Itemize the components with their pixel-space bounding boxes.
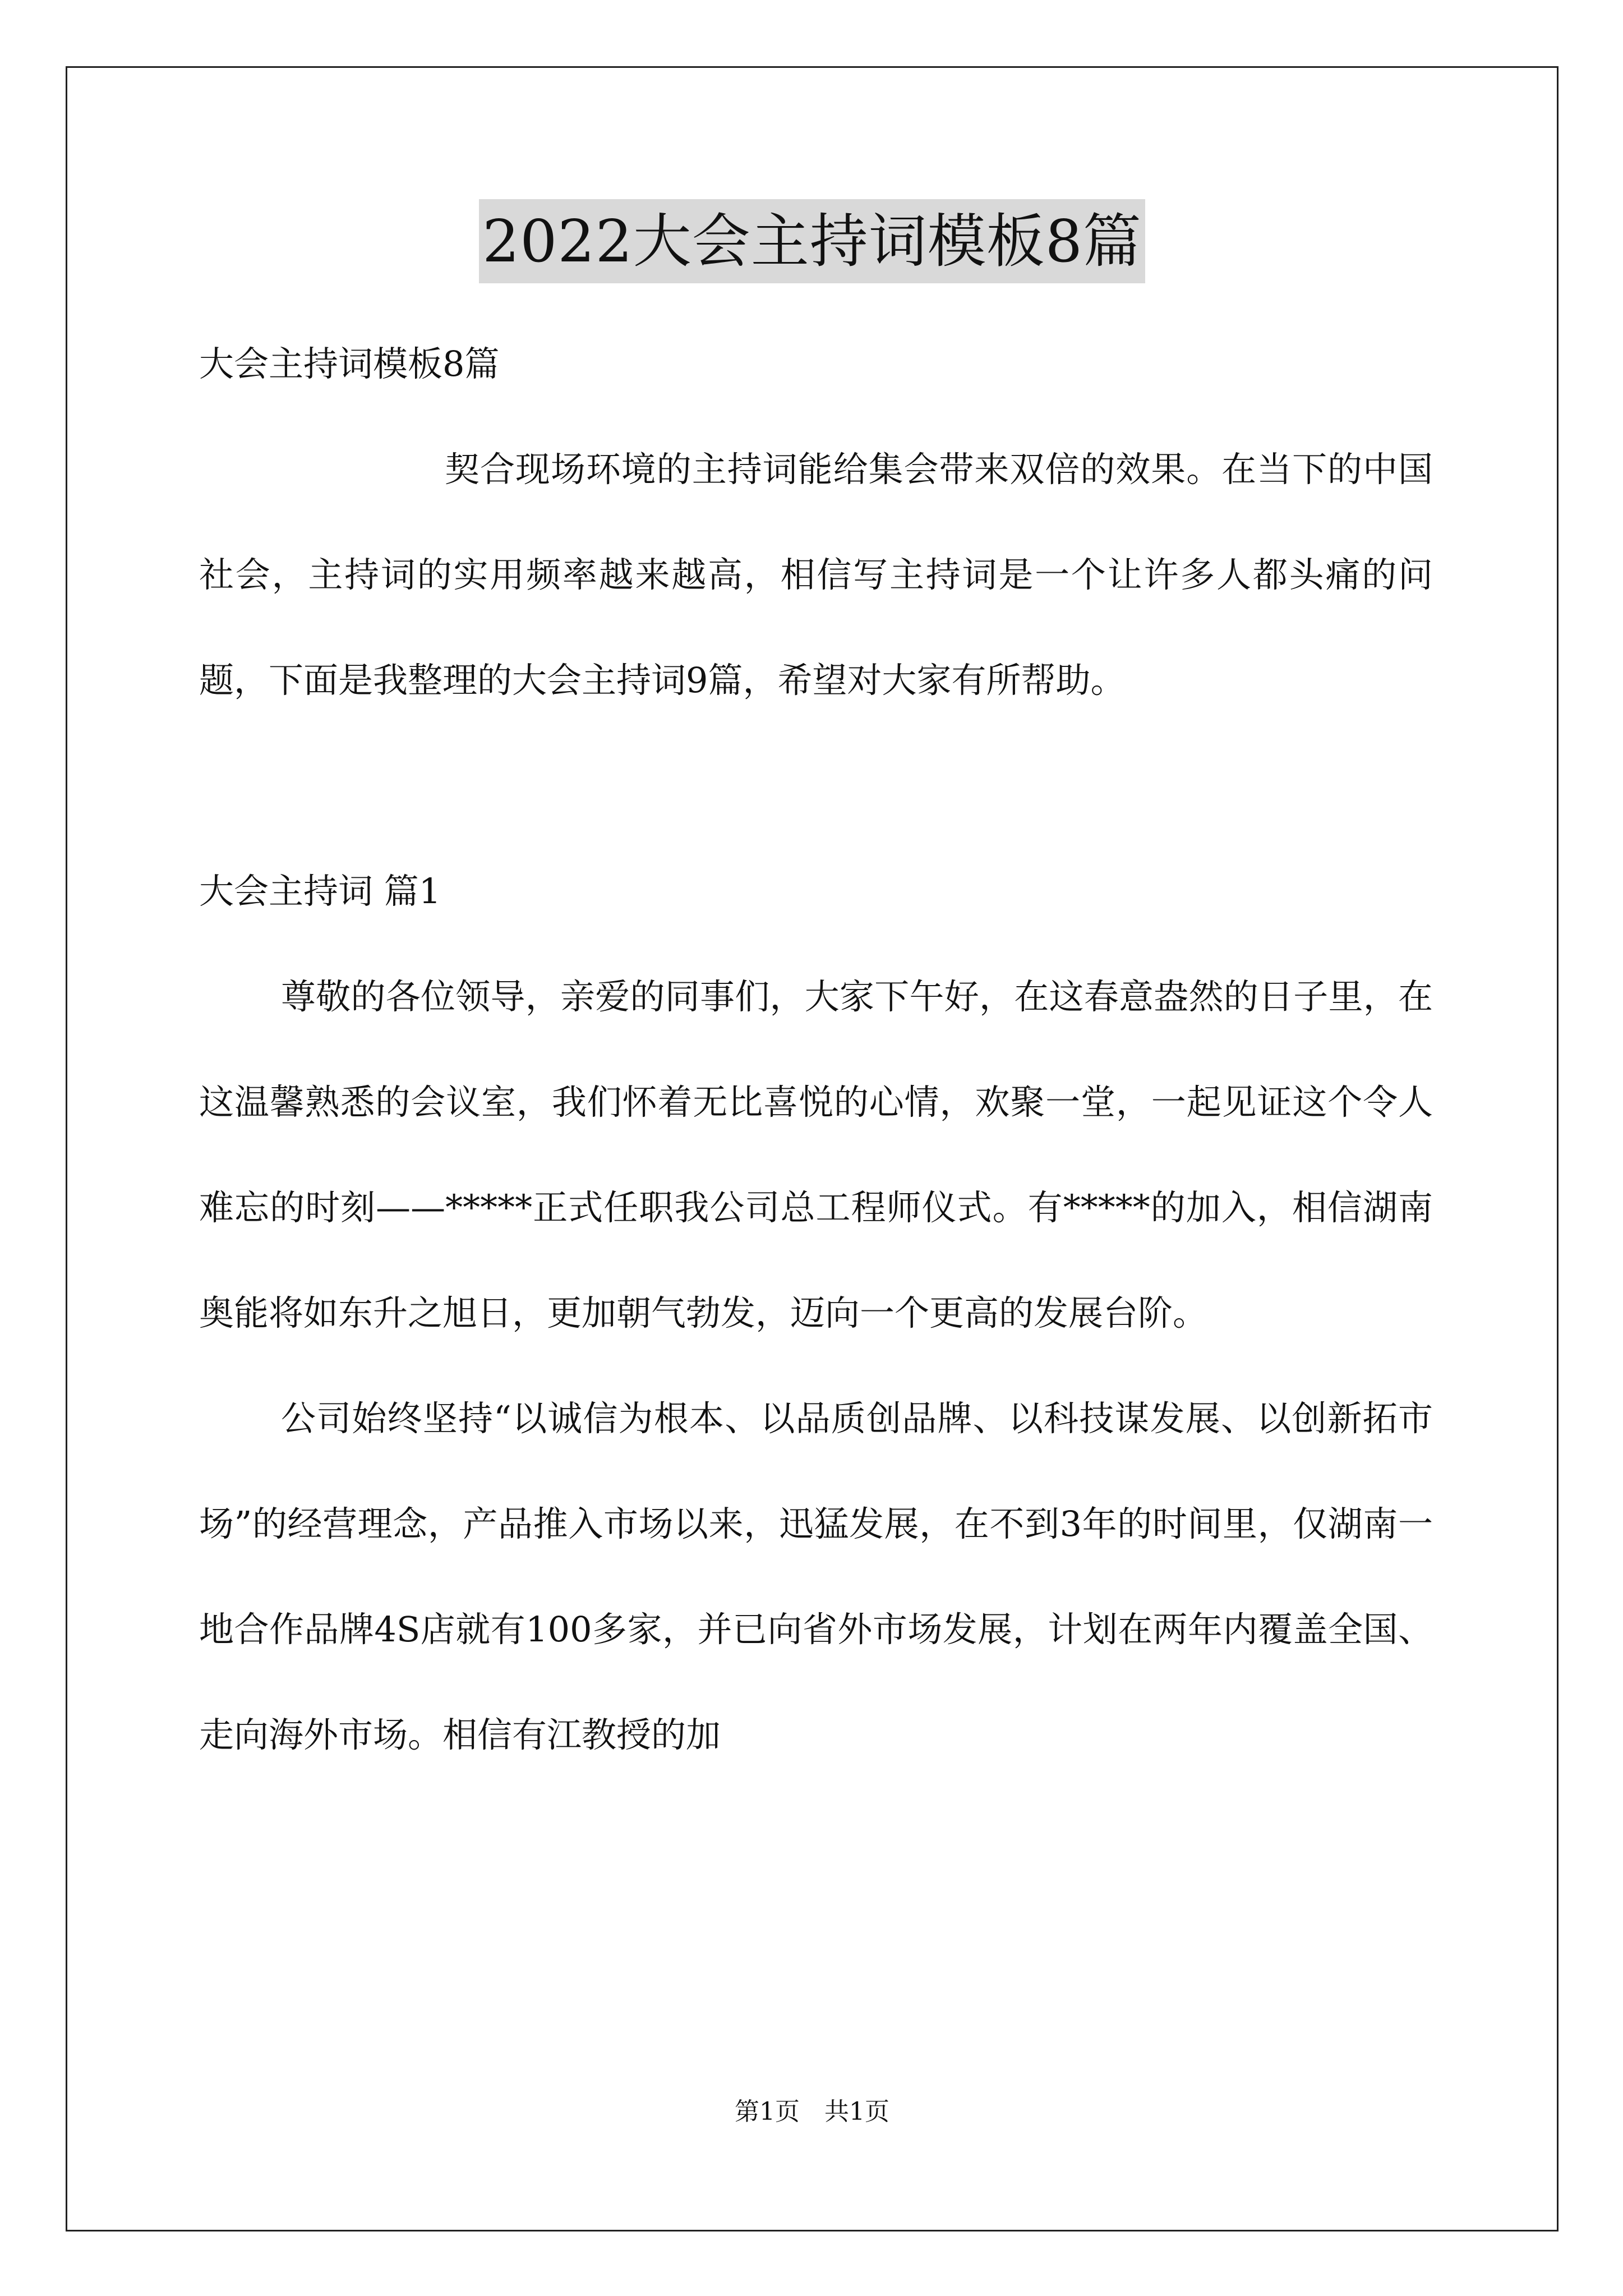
document-title: 2022大会主持词模板8篇 [479, 199, 1145, 283]
title-container [66, 199, 1559, 283]
body-paragraph: 公司始终坚持“以诚信为根本、以品质创品牌、以科技谋发展、以创新拓市场”的经营理念，产品推入市场以来，迅猛发展，在不到3年的时间里，仅湖南一地合作品牌4S店就有100多家，并已向省外市场发展，计划在两年内覆盖全国、走向海外市场。相信有江教授的加 [199, 1398, 1433, 1755]
section-heading: 大会主持词 篇1 [199, 871, 441, 912]
paragraph-spacer [199, 733, 1433, 839]
document-body [199, 311, 1433, 1788]
document-subtitle: 大会主持词模板8篇 [199, 343, 500, 384]
intro-paragraph: 契合现场环境的主持词能给集会带来双倍的效果。在当下的中国社会，主持词的实用频率越来越高，相信写主持词是一个让许多人都头痛的问题，下面是我整理的大会主持词9篇，希望对大家有所帮助。 [199, 449, 1433, 701]
page-footer: 第1页 共1页 [735, 2097, 889, 2126]
body-paragraph: 尊敬的各位领导，亲爱的同事们，大家下午好，在这春意盎然的日子里，在这温馨熟悉的会议室，我们怀着无比喜悦的心情，欢聚一堂，一起见证这个令人难忘的时刻——*****正式任职我公司总工程师仪式。有*****的加入，相信湖南奥能将如东升之旭日，更加朝气勃发，迈向一个更高的发展台阶。 [199, 976, 1433, 1333]
